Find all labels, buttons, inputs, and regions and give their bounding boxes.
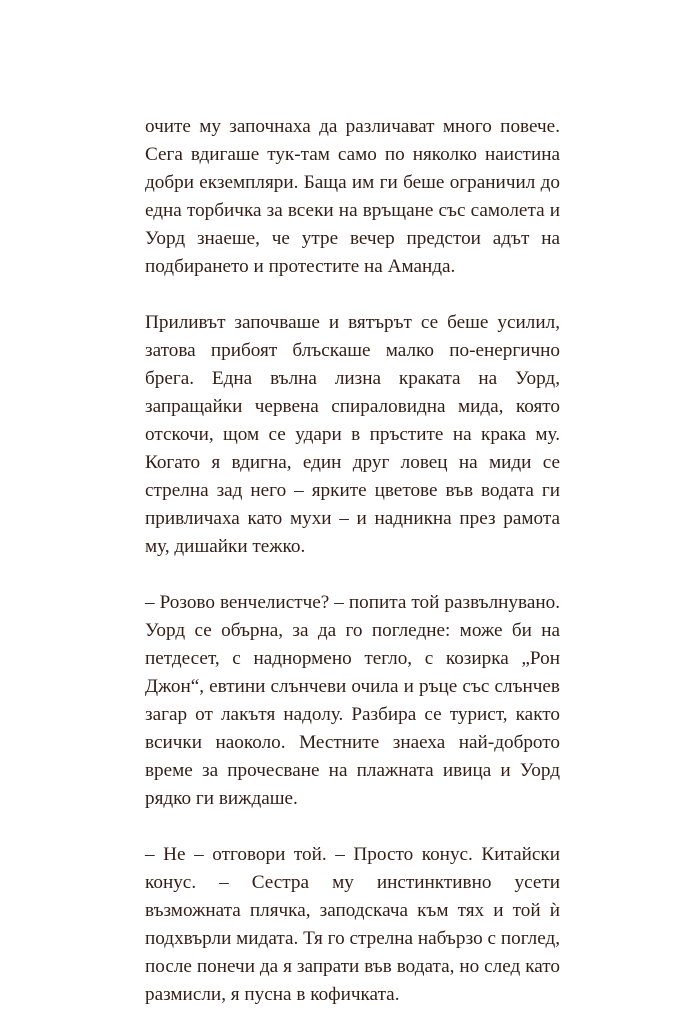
body-text bbox=[145, 113, 560, 1009]
paragraph-4: – Не – отговори той. – Просто конус. Китайски конус. – Сестра му инстинктивно усети възможната плячка, заподскача към тях и той ѝ подхвърли мидата. Тя го стрелна набързо с поглед, после понечи да я запрати във водата, но след като размисли, я пусна в кофичката. bbox=[145, 844, 561, 1005]
paragraph-2: Приливът започваше и вятърът се беше усилил, затова прибоят блъскаше малко по-енергично брега. Една вълна лизна краката на Уорд, запращайки червена спираловидна мида, която отскочи, щом се удари в пръстите на крака му. Когато я вдигна, един друг ловец на миди се стрелна зад него – ярките цветове във водата ги привличаха като мухи – и надникна през рамота му, дишайки тежко. bbox=[145, 312, 560, 557]
paragraph-3: – Розово венчелистче? – попита той развълнувано. Уорд се обърна, за да го погледне: може би на петдесет, с наднормено тегло, с козирка „Рон Джон“, евтини слънчеви очила и ръце със слънчев загар от лакътя надолу. Разбира се турист, както всички наоколо. Местните знаеха най-доброто време за прочесване на плажната ивица и Уорд рядко ги виждаше. bbox=[145, 592, 560, 809]
paragraph-1: очите му започнаха да различават много повече. Сега вдигаше тук-там само по няколко наистина добри екземпляри. Баща им ги беше ограничил до една торбичка за всеки на връщане със самолета и Уорд знаеше, че утре вечер предстои адът на подбирането и протестите на Аманда. bbox=[145, 116, 560, 277]
